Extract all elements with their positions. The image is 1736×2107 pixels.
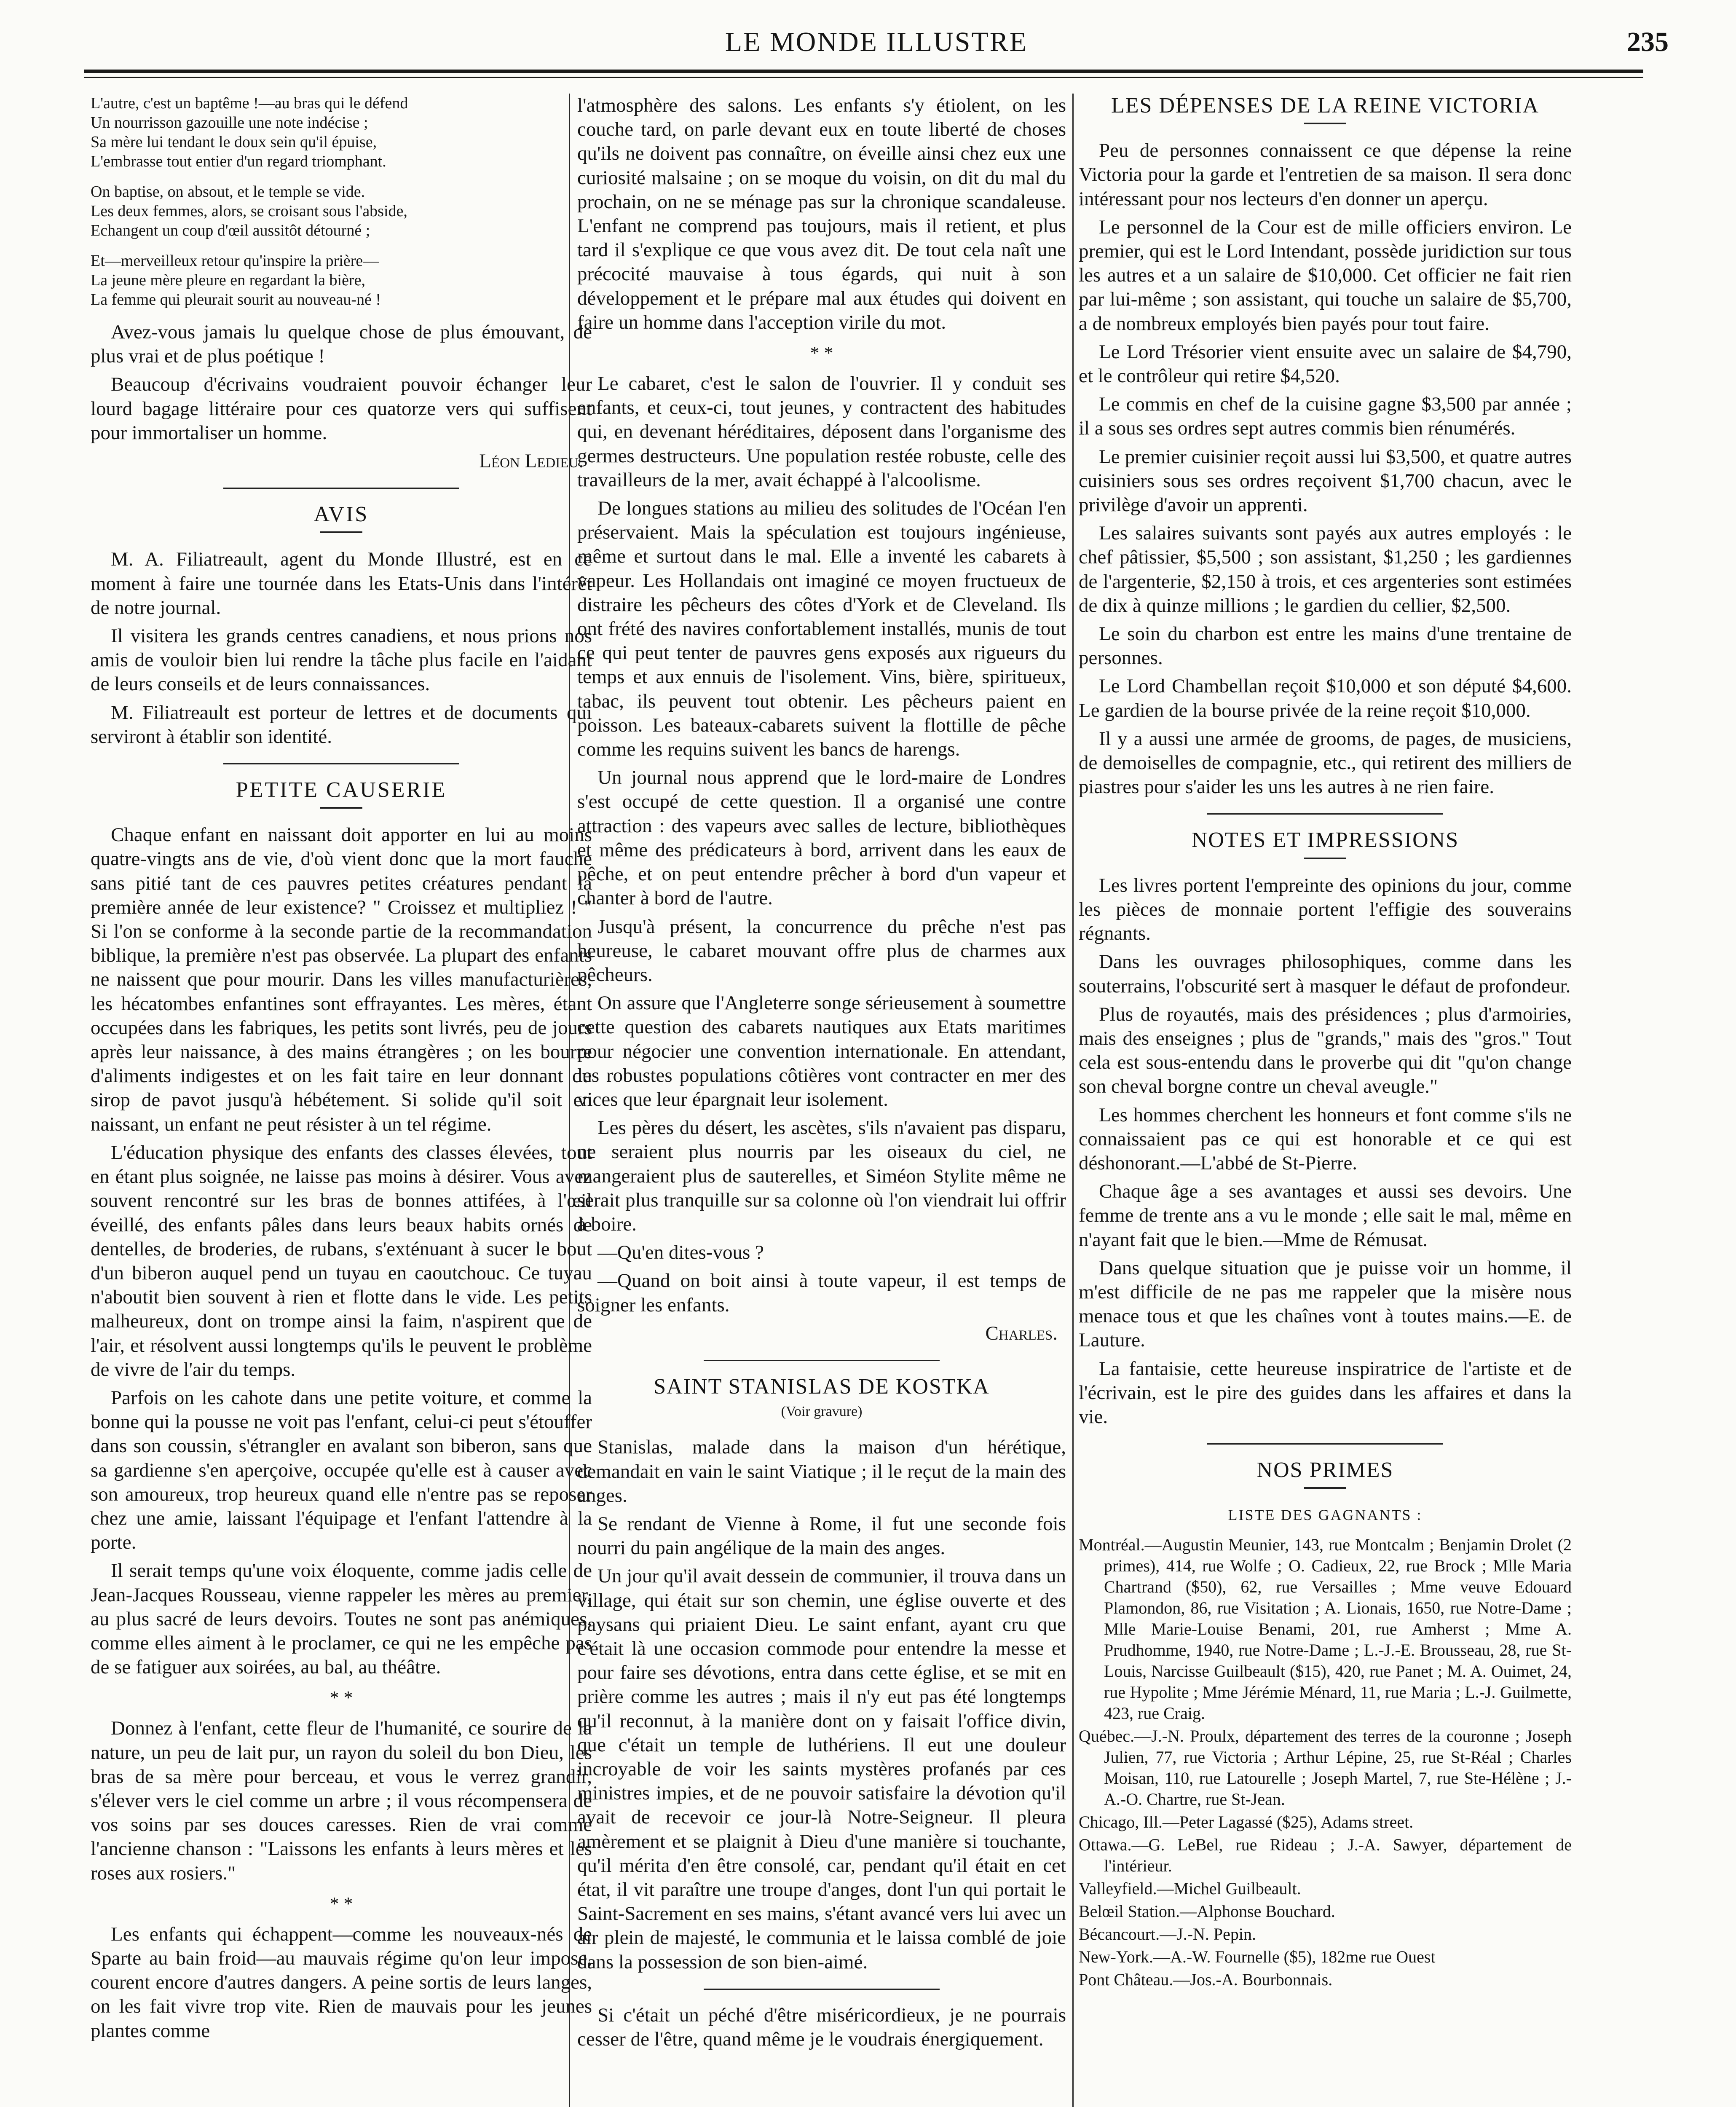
winner-entry: New-York.—A.-W. Fournelle ($5), 182me rue Ouest (1079, 1947, 1436, 1966)
winner-entry: Valleyfield.—Michel Guilbeault. (1079, 1879, 1301, 1898)
winner-entry: Québec.—J.-N. Proulx, département des terres de la couronne ; Joseph Julien, 77, rue Victoria ; Arthur Lépine, 25, rue St-Réal ; Charles Moisan, 110, rue Latourelle ; Joseph Martel, 7, rue Ste-Hélène ; J.-A.-O. Chartre, rue St-Jean. (1079, 1726, 1572, 1809)
article-paragraph: Le cabaret, c'est le salon de l'ouvrier. Il y conduit ses enfants, et ceux-ci, tout jeunes, y contractent des habitudes qui, en devenant héréditaires, déposent dans l'organisme des germes destructeurs. Une population restée robuste, celle des travailleurs de la mer, avait échappé à l'alcoolisme. (577, 373, 1066, 491)
article-paragraph: Dans les ouvrages philosophiques, comme dans les souterrains, l'obscurité sert à masquer le défaut de profondeur. (1079, 951, 1572, 997)
article-paragraph: Un journal nous apprend que le lord-maire de Londres s'est occupé de cette question. Il a organisé une contre attraction : des vapeurs avec salles de lecture, bibliothèques et même des prédicateurs à bord, arrivent dans les eaux de pêche, et on peut entendre prêcher à bord d'un vapeur et chanter à bord de l'autre. (577, 767, 1066, 909)
article-paragraph: Jusqu'à présent, la concurrence du prêche n'est pas heureuse, le cabaret mouvant offre plus de charmes aux pêcheurs. (577, 915, 1066, 986)
section-divider (704, 1989, 940, 1990)
article-paragraph: Les hommes cherchent les honneurs et font comme s'ils ne connaissaient pas ce qui est honorable et ce qui est déshonorant.—L'abbé de St-Pierre. (1079, 1104, 1572, 1174)
section-divider (223, 488, 459, 489)
asterism: * * (330, 1687, 353, 1708)
heading-underline (1304, 1487, 1346, 1489)
article-paragraph: Les pères du désert, les ascètes, s'ils n'avaient pas disparu, ne seraient plus nourris par les oiseaux du ciel, ne mangeraient plus de sauterelles, et Siméon Stylite même ne serait plus tranquille sur sa colonne où l'on viendrait lui offrir à boire. (577, 1117, 1066, 1235)
article-paragraph: Avez-vous jamais lu quelque chose de plus émouvant, de plus vrai et de plus poétique ! (91, 321, 592, 367)
article-paragraph: Si c'était un péché d'être miséricordieux, je ne pourrais cesser de l'être, quand même je le voudrais énergiquement. (577, 2004, 1066, 2051)
poem-stanza (91, 182, 592, 240)
section-divider (704, 1360, 940, 1361)
column-2 (577, 94, 1066, 2107)
poem-line: On baptise, on absout, et le temple se vide. (91, 183, 365, 201)
article-paragraph: Chaque âge a ses avantages et aussi ses devoirs. Une femme de trente ans a vu le monde ; elle sait le mal, même en n'ayant fait que le bien.—Mme de Rémusat. (1079, 1180, 1572, 1251)
section-heading: NOS PRIMES (1256, 1458, 1394, 1482)
asterism: * * (810, 343, 833, 364)
winner-entry: Chicago, Ill.—Peter Lagassé ($25), Adams street. (1079, 1812, 1414, 1831)
winner-entry: Bécancourt.—J.-N. Pepin. (1079, 1924, 1256, 1943)
column-1 (91, 94, 592, 2107)
winners-list-heading: LISTE DES GAGNANTS : (1228, 1507, 1423, 1524)
section-heading: PETITE CAUSERIE (236, 778, 447, 802)
poem-line: Sa mère lui tendant le doux sein qu'il épuise, (91, 133, 377, 151)
masthead (76, 22, 1677, 62)
article-paragraph: Chaque enfant en naissant doit apporter en lui au moins quatre-vingts ans de vie, d'où vient donc que la mort fauche sans pitié tant de ces pauvres petites créatures pendant la première année de leur existence? " Croissez et multipliez ! " Si l'on se conforme à la seconde partie de la recommandation biblique, la première n'est pas observée. La plupart des enfants ne naissent que pour mourir. Dans les villes manufacturières, les hécatombes enfantines sont effrayantes. Les mères, étant occupées dans les fabriques, les petits sont livrés, peu de jours après leur naissance, à des mains étrangères ; on les bourre d'aliments indigestes et on les fait taire en leur donnant du sirop de pavot jusqu'à hébétement. Si solide qu'il soit en naissant, un enfant ne peut résister à un tel régime. (91, 824, 592, 1135)
section-divider (223, 763, 459, 764)
article-paragraph: Il y a aussi une armée de grooms, de pages, de musiciens, de demoiselles de compagnie, etc., qui retirent des milliers de piastres pour s'aider les uns les autres à ne rien faire. (1079, 727, 1572, 798)
heading-underline (320, 807, 362, 809)
winner-entry: Ottawa.—G. LeBel, rue Rideau ; J.-A. Sawyer, département de l'intérieur. (1079, 1835, 1572, 1875)
header-rule-thin (84, 77, 1643, 78)
poem-line: Un nourrisson gazouille une note indécise ; (91, 114, 368, 131)
poem-line: Echangent un coup d'œil aussitôt détourné ; (91, 222, 370, 239)
poem-line: Et—merveilleux retour qu'inspire la prière— (91, 252, 379, 270)
article-paragraph: Donnez à l'enfant, cette fleur de l'humanité, ce sourire de la nature, un peu de lait pur, un rayon du soleil du bon Dieu, les bras de sa mère pour berceau, et vous le verrez grandir, s'élever vers le ciel comme un arbre ; il vous récompensera de vos soins par ses douces caresses. Rien de vrai comme l'ancienne chanson : "Laissons les enfants à leurs mères et les roses aux rosiers." (91, 1717, 592, 1884)
article-paragraph: La fantaisie, cette heureuse inspiratrice de l'artiste et de l'écrivain, est le pire des guides dans les affaires et dans la vie. (1079, 1357, 1572, 1428)
article-paragraph: Les enfants qui échappent—comme les nouveaux-nés de Sparte au bain froid—au mauvais régime qu'on leur impose, courent encore d'autres dangers. A peine sortis de leurs langes, on les fait vivre trop vite. Rien de mauvais pour les jeunes plantes comme (91, 1923, 592, 2042)
header-rule-thick (84, 70, 1643, 73)
section-heading: NOTES ET IMPRESSIONS (1191, 828, 1459, 852)
article-paragraph: Le Lord Chambellan reçoit $10,000 et son député $4,600. Le gardien de la bourse privée de la reine reçoit $10,000. (1079, 675, 1572, 721)
article-paragraph: M. A. Filiatreault, agent du Monde Illustré, est en ce moment à faire une tournée dans les Etats-Unis dans l'intérêt de notre journal. (91, 548, 592, 619)
section-divider (1207, 1443, 1443, 1445)
article-paragraph: Se rendant de Vienne à Rome, il fut une seconde fois nourri du pain angélique de la main des anges. (577, 1512, 1066, 1559)
heading-underline (1304, 123, 1346, 124)
page-number: 235 (1627, 27, 1669, 57)
author-signature: Charles. (985, 1322, 1058, 1344)
winner-entry: Belœil Station.—Alphonse Bouchard. (1079, 1901, 1335, 1921)
poem-stanza (91, 251, 592, 309)
author-signature: Léon Ledieu. (479, 450, 584, 472)
article-paragraph: Beaucoup d'écrivains voudraient pouvoir échanger leur lourd bagage littéraire pour ces quatorze vers qui suffisent pour immortaliser un homme. (91, 373, 592, 444)
section-heading: LES DÉPENSES DE LA REINE VICTORIA (1111, 94, 1539, 118)
article-paragraph: Dans quelque situation que je puisse voir un homme, il m'est difficile de ne pas me rappeler que la misère nous menace tous et que les chaînes vont à toutes mains.—E. de Lauture. (1079, 1257, 1572, 1351)
article-paragraph: Parfois on les cahote dans une petite voiture, et comme la bonne qui la pousse ne voit pas l'enfant, celui-ci peut s'étouffer dans son coussin, s'étrangler en avalant son biberon, sans que sa gardienne s'en aperçoive, occupée qu'elle est à causer avec son amoureux, trop heureux quand elle n'entre pas se reposer chez une amie, laissant l'équipage et l'enfant l'attendre à la porte. (91, 1386, 592, 1554)
article-paragraph: Stanislas, malade dans la maison d'un hérétique, demandait en vain le saint Viatique ; il le reçut de la main des anges. (577, 1436, 1066, 1507)
article-paragraph: Plus de royautés, mais des présidences ; plus d'armoiries, mais des enseignes ; plus de "grands," mais des "gros." Tout cela est sous-entendu dans le proverbe qui dit "qu'on change son cheval borgne contre un cheval aveugle." (1079, 1003, 1572, 1098)
winner-entry: Pont Château.—Jos.-A. Bourbonnais. (1079, 1970, 1333, 1989)
article-paragraph: l'atmosphère des salons. Les enfants s'y étiolent, on les couche tard, on parle devant eux en toute liberté de choses qu'ils ne doivent pas connaître, on éveille ainsi chez eux une curiosité malsaine ; on se moque du voisin, on dit du mal du prochain, on ne se ménage pas sur la chronique scandaleuse. L'enfant ne comprend pas toujours, mais il retient, et plus tard il s'explique ce que vous avez dit. De tout cela naît une précocité mauvaise à tous égards, qui nuit à son développement et le prépare mal aux études qui doivent en faire un homme dans l'acception virile du mot. (577, 94, 1066, 333)
article-paragraph: Le Lord Trésorier vient ensuite avec un salaire de $4,790, et le contrôleur qui retire $4,520. (1079, 340, 1572, 387)
poem-line: L'autre, c'est un baptême !—au bras qui le défend (91, 94, 408, 112)
article-paragraph: —Qu'en dites-vous ? (597, 1241, 764, 1264)
winner-entry: Montréal.—Augustin Meunier, 143, rue Montcalm ; Benjamin Drolet (2 primes), 414, rue Wolfe ; O. Cadieux, 22, rue Brock ; Mlle Maria Chartrand ($50), 62, rue Versailles ; Mme veuve Edouard Plamondon, 86, rue Visitation ; A. Lionais, 1650, rue Notre-Dame ; Mlle Marie-Louise Benami, 201, rue Amherst ; Mme A. Prudhomme, 1940, rue Notre-Dame ; L.-J.-E. Brousseau, 28, rue St-Louis, Narcisse Guilbeault ($15), 420, rue Panet ; M. A. Ouimet, 24, rue Hypolite ; Mme Jérémie Ménard, 11, rue Maria ; L.-J. Guilmette, 423, rue Craig. (1079, 1535, 1572, 1723)
article-paragraph: Le personnel de la Cour est de mille officiers environ. Le premier, qui est le Lord Intendant, possède juridiction sur tous les autres et a un salaire de $10,000. Cet officier ne fait rien par lui-même ; son assistant, qui touche un salaire de $5,700, a de nombreux employés bien payés pour tout faire. (1079, 216, 1572, 335)
column-3 (1079, 94, 1572, 2107)
section-subheading: (Voir gravure) (781, 1404, 863, 1420)
poem-line: L'embrasse tout entier d'un regard triomphant. (91, 153, 386, 170)
article-paragraph: Le commis en chef de la cuisine gagne $3,500 par année ; il a sous ses ordres sept autres commis bien rénumérés. (1079, 393, 1572, 440)
section-heading: AVIS (313, 502, 369, 527)
column-divider-2 (1072, 94, 1074, 2107)
poem-line: La femme qui pleurait sourit au nouveau-né ! (91, 291, 381, 308)
article-paragraph: L'éducation physique des enfants des classes élevées, tout en étant plus soignée, ne laisse pas moins à désirer. Vous avez souvent rencontré sur les bras de bonnes attifées, à l'œil éveillé, des enfants pâles dans leurs beaux habits ornés de dentelles, de broderies, de rubans, s'exténuant à sucer le bout d'un biberon auquel pend un tuyau en caoutchouc. Ce tuyau n'aboutit bien souvent à rien et flotte dans le vide. Les petits malheureux, dont on trompe ainsi la faim, n'aspirent que de l'air, et résolvent aussi longtemps qu'ils le peuvent le problème de vivre de l'air du temps. (91, 1141, 592, 1381)
article-paragraph: Il serait temps qu'une voix éloquente, comme jadis celle de Jean-Jacques Rousseau, vienne rappeler les mères au premier, au plus sacré de leurs devoirs. Toutes ne sont pas anémiques, comme elles aiment à le proclamer, ce qui ne les empêche pas de se fatiguer aux soirées, au bal, au théâtre. (91, 1560, 592, 1678)
article-paragraph: M. Filiatreault est porteur de lettres et de documents qui serviront à établir son identité. (91, 701, 592, 748)
heading-underline (320, 531, 362, 533)
article-paragraph: Les livres portent l'empreinte des opinions du jour, comme les pièces de monnaie portent l'effigie des souverains régnants. (1079, 874, 1572, 945)
article-paragraph: Le soin du charbon est entre les mains d'une trentaine de personnes. (1079, 623, 1572, 669)
newspaper-title: LE MONDE ILLUSTRE (725, 27, 1028, 57)
article-paragraph: Il visitera les grands centres canadiens, et nous prions nos amis de vouloir bien lui rendre la tâche plus facile en l'aidant de leurs conseils et de leurs connaissances. (91, 625, 592, 695)
section-heading: SAINT STANISLAS DE KOSTKA (654, 1374, 990, 1399)
article-paragraph: De longues stations au milieu des solitudes de l'Océan l'en préservaient. Mais la spéculation est toujours ingénieuse, même et surtout dans le mal. Elle a inventé les cabarets à vapeur. Les Hollandais ont imaginé ce moyen fructueux de distraire les pêcheurs des côtes d'York et de Cleveland. Ils ont frété des navires confortablement installés, munis de tout ce qui peut tenter de pauvres gens exposés aux rigueurs du temps et aux ennuis de l'isolement. Vins, bière, spiritueux, tabac, ils peuvent tout obtenir. Les pêcheurs paient en poisson. Les bateaux-cabarets suivent la flottille de pêche comme les requins suivent les bancs de harengs. (577, 497, 1066, 761)
heading-underline (1304, 858, 1346, 859)
asterism: * * (330, 1893, 353, 1914)
article-paragraph: —Quand on boit ainsi à toute vapeur, il est temps de soigner les enfants. (577, 1270, 1066, 1316)
article-paragraph: Peu de personnes connaissent ce que dépense la reine Victoria pour la garde et l'entretien de sa maison. Il sera donc intéressant pour nos lecteurs d'en donner un aperçu. (1079, 139, 1572, 210)
poem-stanza (91, 94, 592, 171)
poem-line: La jeune mère pleure en regardant la bière, (91, 271, 365, 289)
article-paragraph: On assure que l'Angleterre songe sérieusement à soumettre cette question des cabarets nautiques aux Etats maritimes pour négocier une convention internationale. En attendant, les robustes populations côtières vont contracter en mer des vices que leur épargnait leur isolement. (577, 992, 1066, 1110)
poem-line: Les deux femmes, alors, se croisant sous l'abside, (91, 202, 407, 220)
article-paragraph: Le premier cuisinier reçoit aussi lui $3,500, et quatre autres cuisiniers sous ses ordres reçoivent $1,700 chacun, avec le privilège d'avoir un apprenti. (1079, 445, 1572, 516)
section-divider (1207, 813, 1443, 815)
article-paragraph: Un jour qu'il avait dessein de communier, il trouva dans un village, qui était sur son chemin, une église ouverte et des paysans qui priaient Dieu. Le saint enfant, ayant cru que c'était là une occasion commode pour entendre la messe et pour faire ses dévotions, entra dans cette église, et se mit en prière comme les autres ; mais il n'y eut pas été longtemps qu'il reconnut, à la manière dont on y faisait l'office divin, que c'était un temple de luthériens. Il eut une douleur incroyable de voir les saints mystères profanés par ces ministres impies, et de ne pouvoir satisfaire la dévotion qu'il avait de recevoir ce jour-là Notre-Seigneur. Il pleura amèrement et se plaignit à Dieu d'une manière si touchante, qu'il mérita d'en être consolé, car, pendant qu'il était en cet état, il vit paraître une troupe d'anges, dont l'un qui portait le Saint-Sacrement en ses mains, s'étant avancé vers lui avec un air plein de majesté, le communia et le laissa comblé de joie dans la possession de son bien-aimé. (577, 1565, 1066, 1973)
article-paragraph: Les salaires suivants sont payés aux autres employés : le chef pâtissier, $5,500 ; son assistant, $1,250 ; les gardiennes de l'argenterie, $2,150 à trois, et ces argenteries sont estimées de dix à quinze millions ; le gardien du cellier, $2,500. (1079, 522, 1572, 617)
